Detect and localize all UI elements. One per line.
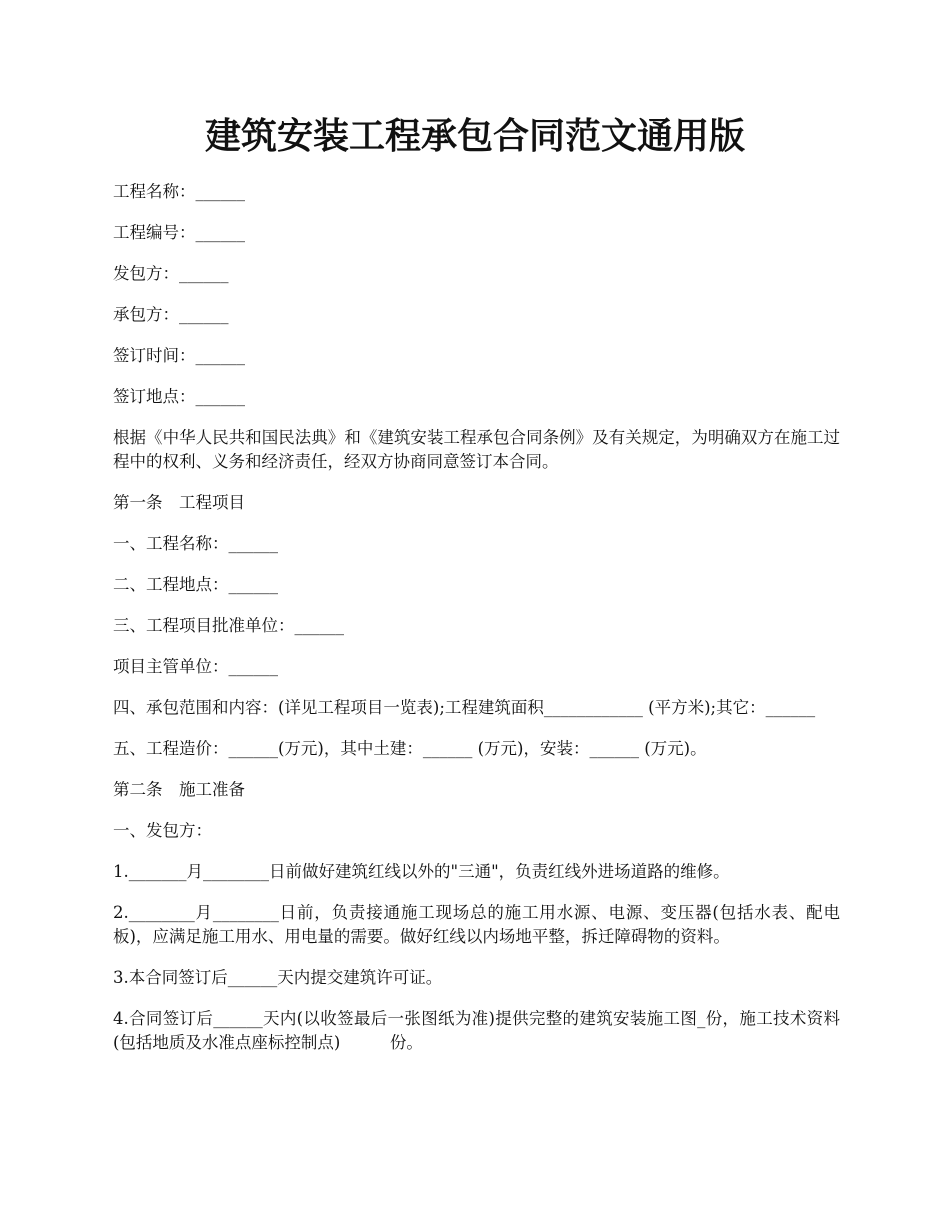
article-1-item-2: 二、工程地点：______: [113, 575, 278, 594]
field-project-name: 工程名称：______: [113, 182, 245, 201]
field-contractor: 承包方：______: [113, 305, 229, 324]
article-2-heading: 第二条 施工准备: [113, 780, 245, 799]
document-title: 建筑安装工程承包合同范文通用版: [204, 115, 745, 157]
article-2-item-1: 1._______月________日前做好建筑红线以外的"三通"，负责红线外进场道路的维修。: [113, 862, 730, 881]
article-1-item-1: 一、工程名称：______: [113, 534, 278, 553]
article-2-item-2: 2.________月________日前，负责接通施工现场总的施工用水源、电源、变压器(包括水表、配电板)，应满足施工用水、用电量的需要。做好红线以内场地平整，拆迁障碍物的资料。: [113, 903, 840, 946]
article-2-item-4: 4.合同签订后______天内(以收签最后一张图纸为准)提供完整的建筑安装施工图_份，施工技术资料(包括地质及水准点座标控制点) 份。: [113, 1009, 840, 1052]
article-1-item-3b: 项目主管单位：______: [113, 657, 278, 676]
field-project-number: 工程编号：______: [113, 223, 245, 242]
article-2-section-1: 一、发包方：: [113, 821, 212, 840]
article-1-item-5: 五、工程造价：______(万元)，其中土建：______ (万元)，安装：______ (万元)。: [113, 739, 707, 758]
field-signing-time: 签订时间：______: [113, 346, 245, 365]
field-employer: 发包方：______: [113, 264, 229, 283]
article-1-item-3: 三、工程项目批准单位：______: [113, 616, 344, 635]
article-1-item-4: 四、承包范围和内容：(详见工程项目一览表);工程建筑面积____________ (平方米);其它：______: [113, 698, 816, 717]
article-2-item-3: 3.本合同签订后______天内提交建筑许可证。: [113, 968, 443, 987]
document-body: [113, 180, 840, 1072]
field-signing-place: 签订地点：______: [113, 387, 245, 406]
preamble-paragraph: 根据《中华人民共和国民法典》和《建筑安装工程承包合同条例》及有关规定，为明确双方在施工过程中的权利、义务和经济责任，经双方协商同意签订本合同。: [113, 428, 840, 471]
article-1-heading: 第一条 工程项目: [113, 493, 245, 512]
